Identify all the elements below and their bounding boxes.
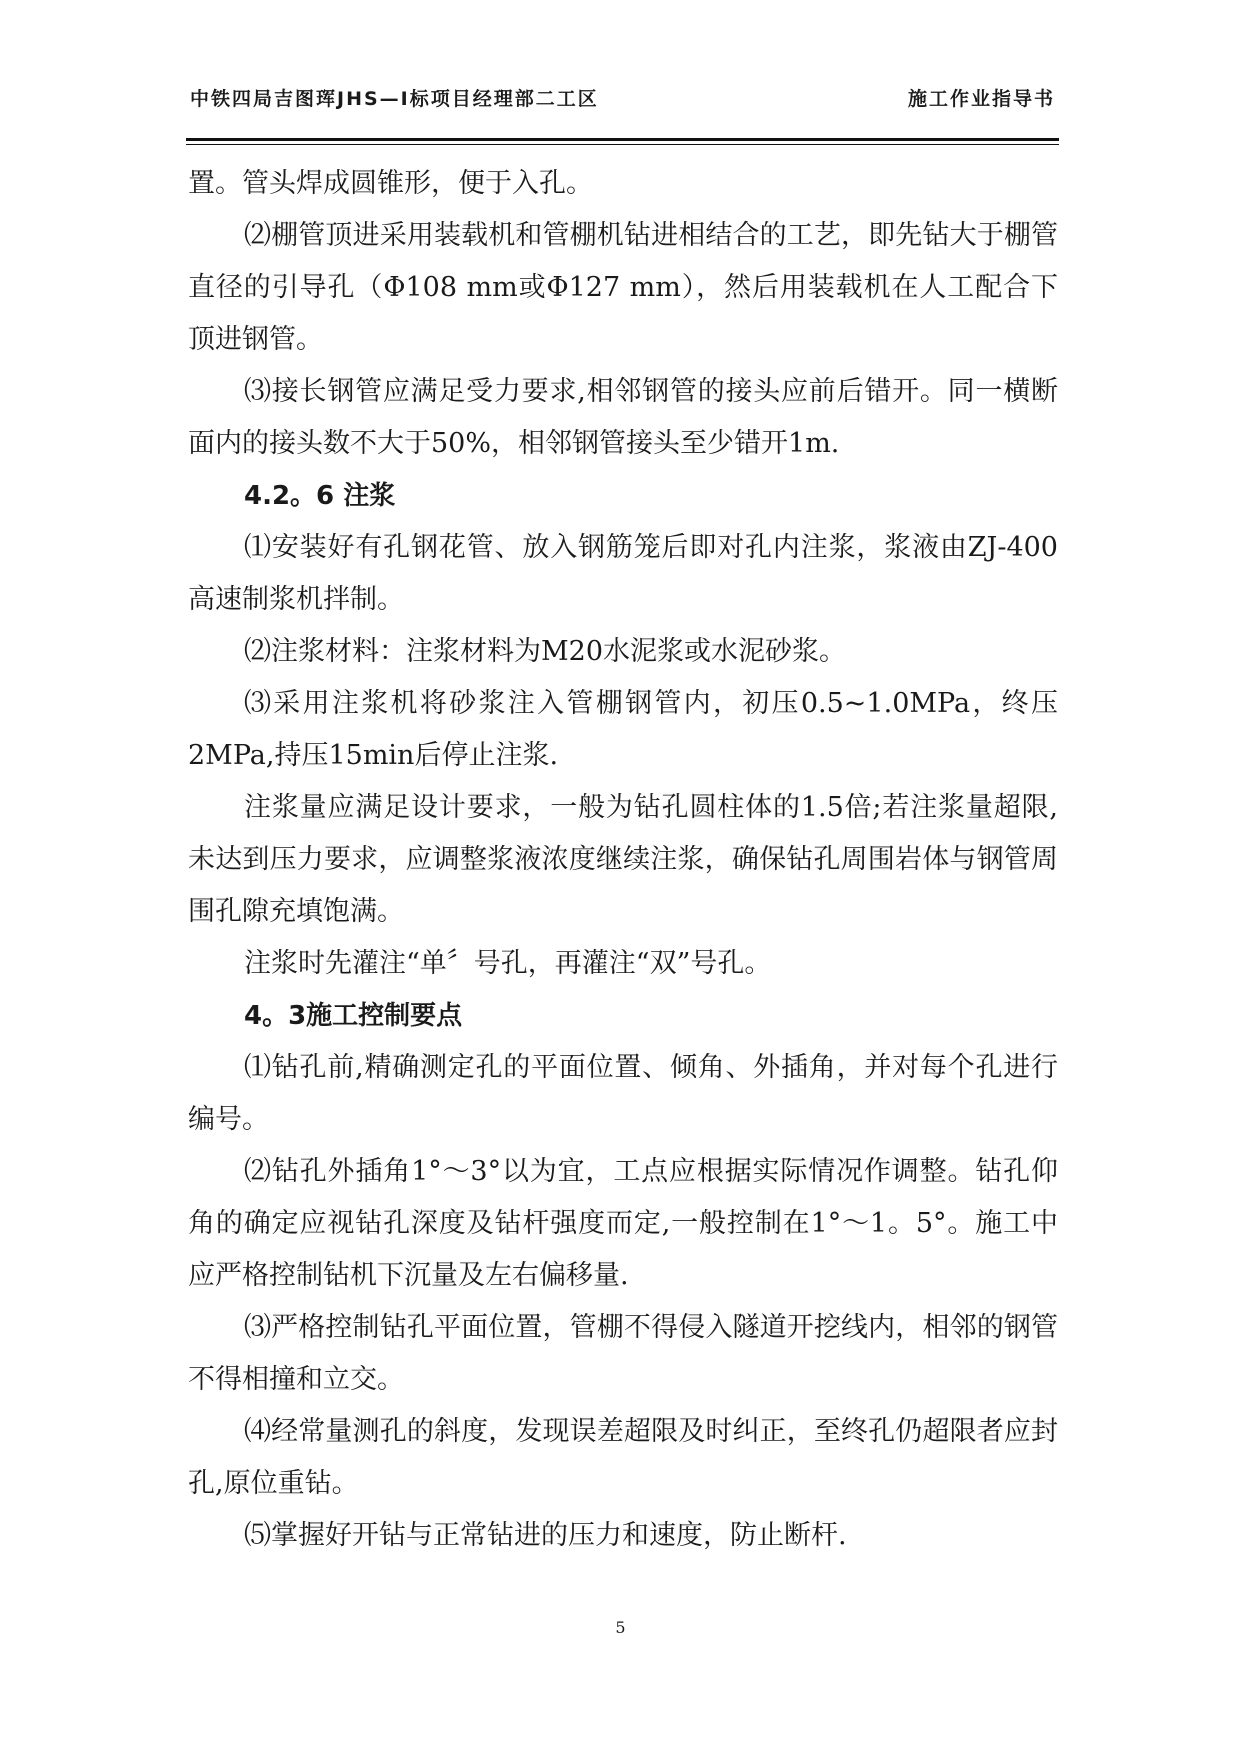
paragraph: ⑴安装好有孔钢花管、放入钢筋笼后即对孔内注浆，浆液由ZJ-400高速制浆机拌制。 xyxy=(188,532,1058,615)
paragraph: ⑵注浆材料：注浆材料为M20水泥浆或水泥砂浆。 xyxy=(244,636,847,667)
header-project-title: 中铁四局吉图珲JHS—Ⅰ标项目经理部二工区 xyxy=(190,88,599,110)
paragraph: 注浆时先灌注“单〞号孔，再灌注“双”号孔。 xyxy=(244,948,772,979)
section-heading: 4.2。6 注浆 xyxy=(244,481,396,511)
paragraph: ⑶严格控制钻孔平面位置，管棚不得侵入隧道开挖线内，相邻的钢管不得相撞和立交。 xyxy=(188,1312,1058,1395)
paragraph: ⑶接长钢管应满足受力要求,相邻钢管的接头应前后错开。同一横断面内的接头数不大于50%，相邻钢管接头至少错开1m. xyxy=(188,376,1058,459)
page-header xyxy=(190,84,1055,114)
paragraph: ⑵钻孔外插角1°～3°以为宜，工点应根据实际情况作调整。钻孔仰角的确定应视钻孔深度及钻杆强度而定,一般控制在1°～1。5°。施工中应严格控制钻机下沉量及左右偏移量. xyxy=(188,1156,1058,1291)
paragraph: ⑷经常量测孔的斜度，发现误差超限及时纠正，至终孔仍超限者应封孔,原位重钻。 xyxy=(188,1416,1058,1499)
paragraph: 置。管头焊成圆锥形，便于入孔。 xyxy=(188,168,593,199)
section-heading: 4。3施工控制要点 xyxy=(244,1001,463,1031)
paragraph: ⑵棚管顶进采用装载机和管棚机钻进相结合的工艺，即先钻大于棚管直径的引导孔（Φ108 mm或Φ127 mm），然后用装载机在人工配合下顶进钢管。 xyxy=(188,220,1058,355)
paragraph: ⑴钻孔前,精确测定孔的平面位置、倾角、外插角，并对每个孔进行编号。 xyxy=(188,1052,1058,1135)
header-rule-thick xyxy=(186,138,1059,141)
page-number: 5 xyxy=(615,1618,626,1637)
paragraph: ⑸掌握好开钻与正常钻进的压力和速度，防止断杆. xyxy=(244,1520,847,1551)
paragraph: 注浆量应满足设计要求，一般为钻孔圆柱体的1.5倍;若注浆量超限,未达到压力要求，应调整浆液浓度继续注浆，确保钻孔周围岩体与钢管周围孔隙充填饱满。 xyxy=(188,792,1058,927)
header-rule-thin xyxy=(186,144,1059,145)
header-document-type: 施工作业指导书 xyxy=(907,88,1055,110)
paragraph: ⑶采用注浆机将砂浆注入管棚钢管内，初压0.5~1.0MPa，终压2MPa,持压15min后停止注浆. xyxy=(188,688,1058,771)
document-body xyxy=(188,158,1058,1562)
